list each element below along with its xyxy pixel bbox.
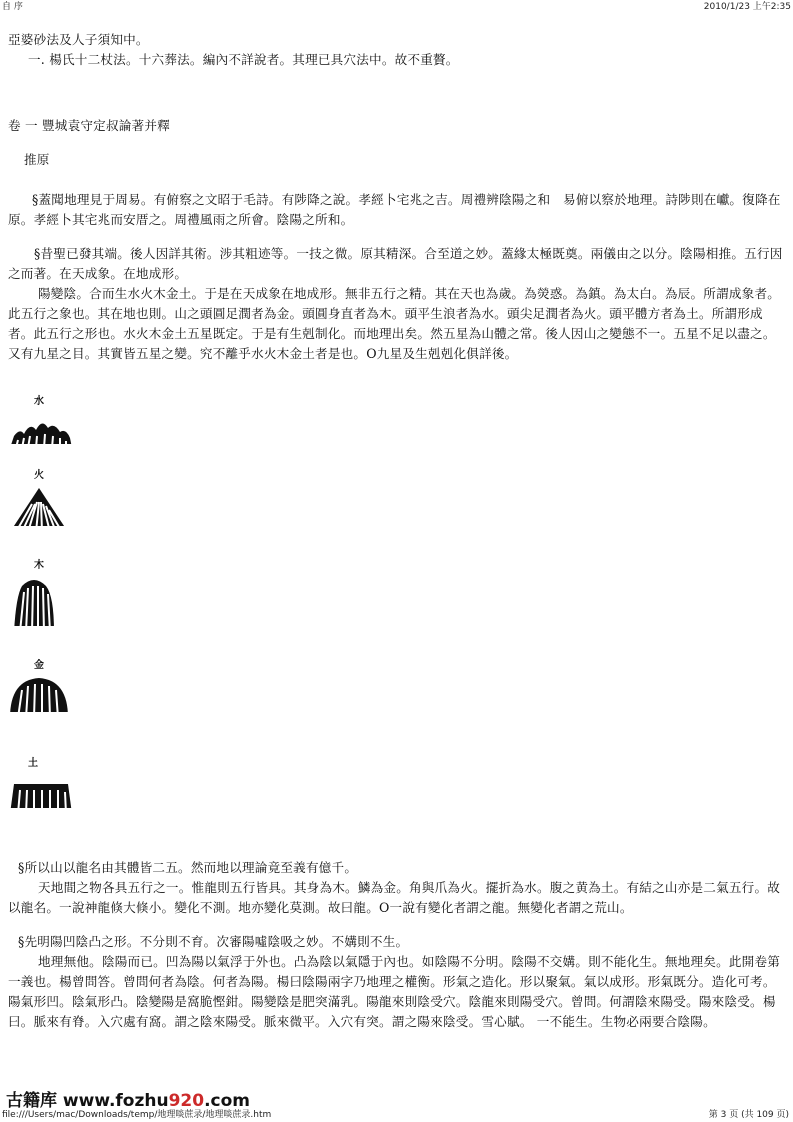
page-title: 自 序 bbox=[2, 2, 23, 12]
document-body-bottom bbox=[8, 858, 784, 1032]
earth-mountain-icon bbox=[8, 770, 74, 818]
wood-mountain-icon bbox=[8, 572, 60, 634]
print-datetime: 2010/1/23 上午2:35 bbox=[703, 2, 791, 12]
figure-label: 火 bbox=[34, 470, 44, 481]
paragraph: 陽變陰。合而生水火木金土。于是在天成象在地成形。無非五行之精。其在天也為歲。為熒惑。為鎮。為太白。為辰。所謂成象者。此五行之象也。其在地也則。山之頭圓足潤者為金。頭圓身直者為木。頭平生浪者為水。頭尖足潤者為火。頭平體方者為土。所謂形成者。此五行之形也。水火木金土五星既定。于是有生剋制化。而地理出矣。然五星為山體之常。後人因山之變態不一。五星不足以盡之。又有九星之目。其實皆五星之變。究不離乎水火木金土者是也。O九星及生剋剋化俱詳後。 bbox=[8, 286, 781, 361]
figure-label: 木 bbox=[34, 560, 44, 571]
paragraph: §所以山以龍名由其體皆二五。然而地以理論竟至義有億千。 bbox=[18, 860, 358, 875]
paragraph: §先明陽凹陰凸之形。不分則不育。次審陽噓陰吸之妙。不媾則不生。 bbox=[18, 934, 409, 949]
document-body bbox=[8, 30, 784, 364]
figure-wood bbox=[8, 556, 78, 636]
paragraph: 地理無他。陰陽而已。凹為陽以氣浮于外也。凸為陰以氣隱于內也。如陰陽不分明。陰陽不交媾。則不能化生。無地理矣。此開卷第一義也。楊曾問答。曾問何者為陰。何者為陽。楊曰陰陽兩字乃地理之權衡。形氣之造化。形以聚氣。氣以成形。形氣既分。造化可考。陽氣形凹。陰氣形凸。陰變陽是窩脆慳鉗。陽變陰是肥突滿乳。陽龍來則陰受穴。陰龍來則陽受穴。曾問。何謂陰來陽受。陽來陰受。楊曰。脈來有脊。入穴處有窩。謂之陰來陽受。脈來微平。入穴有突。謂之陽來陰受。雪心賦。 一不能生。生物必兩要合陰陽。 bbox=[8, 954, 781, 1029]
section-heading: 推原 bbox=[24, 152, 50, 167]
paragraph: §昔聖已發其端。後人因詳其術。涉其粗迹等。一技之微。原其精深。合至道之妙。蓋緣太極既奠。兩儀由之以分。陰陽相推。五行因之而著。在天成象。在地成形。 bbox=[8, 246, 783, 281]
page-indicator: 第 3 页 (共 109 页) bbox=[708, 1110, 789, 1120]
figure-water bbox=[8, 392, 78, 456]
site-logo: 古籍库 www.fozhu920.com bbox=[6, 1091, 251, 1111]
figure-label: 水 bbox=[34, 396, 44, 407]
figure-metal bbox=[8, 656, 78, 728]
text-line: 一. 楊氏十二杖法。十六葬法。編內不詳說者。其理已具穴法中。故不重贅。 bbox=[28, 52, 459, 67]
metal-mountain-icon bbox=[8, 672, 70, 722]
water-mountain-icon bbox=[8, 408, 74, 450]
figure-earth bbox=[8, 754, 78, 824]
text-line: 亞婆砂法及人子須知中。 bbox=[8, 32, 149, 47]
figure-label: 金 bbox=[34, 660, 44, 671]
figure-label: 土 bbox=[28, 758, 38, 769]
paragraph: §蓋聞地理見于周易。有俯察之文昭于毛詩。有陟降之說。孝經卜宅兆之吉。周禮辨陰陽之和 易俯以察於地理。詩陟則在巘。復降在原。孝經卜其宅兆而安厝之。周禮風雨之所會。陰陽之所和。 bbox=[8, 192, 781, 227]
figure-fire bbox=[8, 466, 78, 536]
browser-header bbox=[0, 0, 793, 14]
fire-mountain-icon bbox=[8, 482, 70, 534]
browser-footer bbox=[0, 1108, 793, 1122]
file-path: file:///Users/mac/Downloads/temp/地理啖蔗录/地理啖蔗录.htm bbox=[2, 1110, 272, 1120]
five-elements-figures bbox=[8, 384, 108, 834]
chapter-heading: 卷 一 豐城袁守定叔論著并釋 bbox=[8, 118, 170, 133]
paragraph: 天地間之物各具五行之一。惟龍則五行皆具。其身為木。鱗為金。角與爪為火。擺折為水。腹之黄為土。有結之山亦是二氣五行。故以龍名。一說神龍倏大倏小。變化不測。地亦變化莫測。故曰龍。O一說有變化者謂之龍。無變化者謂之荒山。 bbox=[8, 880, 781, 915]
